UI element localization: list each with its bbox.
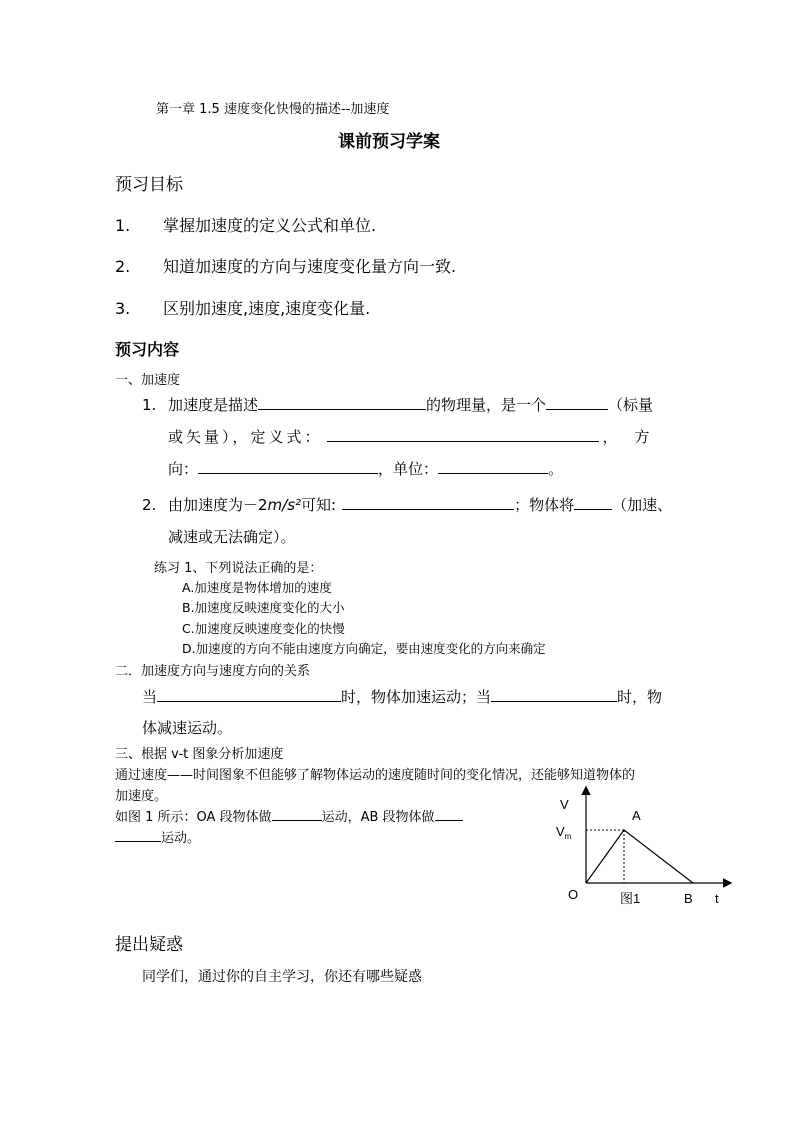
q2-number: 2. xyxy=(142,496,157,514)
blank-field[interactable] xyxy=(491,687,617,702)
goal-item xyxy=(115,254,456,277)
q2-text: 由加速度为－2 xyxy=(168,496,268,514)
q1-line2 xyxy=(168,426,653,447)
b-label: B xyxy=(684,891,693,906)
q2-line2: 减速或无法确定）。 xyxy=(168,528,296,546)
page-title: 课前预习学案 xyxy=(338,132,440,152)
goal-text: 区别加速度,速度,速度变化量. xyxy=(163,299,371,318)
q1-line1 xyxy=(142,394,653,415)
section3-line3 xyxy=(115,806,463,825)
goal-item xyxy=(115,213,376,236)
vm-text: V xyxy=(556,824,565,839)
section3-title: 三、根据 v-t 图象分析加速度 xyxy=(115,747,284,762)
goal-item xyxy=(115,296,370,319)
vm-label xyxy=(556,824,572,841)
section1-title: 一、加速度 xyxy=(115,373,181,388)
doubts-heading: 提出疑惑 xyxy=(115,935,183,955)
q1-text: ， xyxy=(602,428,621,446)
section3-text: 运动。 xyxy=(161,831,201,846)
o-label: O xyxy=(568,887,579,902)
q2-unit: m/s² xyxy=(267,496,302,514)
content-heading: 预习内容 xyxy=(115,340,180,359)
exercise-title: 练习 1、下列说法正确的是： xyxy=(154,561,323,576)
goal-number: 2. xyxy=(115,257,131,276)
q1-number: 1. xyxy=(142,396,157,414)
blank-field[interactable] xyxy=(272,806,322,821)
q2-line1 xyxy=(142,494,672,515)
goal-text: 知道加速度的方向与速度变化量方向一致. xyxy=(163,257,457,276)
q1-text: （标量 xyxy=(608,396,654,414)
t-label: t xyxy=(715,891,719,906)
section2-line1 xyxy=(142,686,662,707)
section3-line2: 加速度。 xyxy=(115,789,168,804)
section2-line2: 体减速运动。 xyxy=(142,719,233,737)
section3-text: 运动，AB 段物体做 xyxy=(321,810,435,825)
section3-line1: 通过速度——时间图象不但能够了解物体运动的速度随时间的变化情况，还能够知道物体的 xyxy=(115,768,636,783)
q1-text: 。 xyxy=(548,460,564,478)
exercise-option[interactable]: B.加速度反映速度变化的大小 xyxy=(182,600,345,615)
vt-graph xyxy=(548,782,738,912)
blank-field[interactable] xyxy=(115,827,161,842)
goals-heading: 预习目标 xyxy=(115,175,183,195)
q1-text: 向： xyxy=(168,460,199,478)
blank-field[interactable] xyxy=(157,687,341,702)
q1-text: 或矢量），定义式： xyxy=(168,428,323,446)
q2-text: 可知: xyxy=(301,496,337,514)
blank-field[interactable] xyxy=(546,395,608,410)
blank-field[interactable] xyxy=(342,495,514,510)
v-label: V xyxy=(560,797,569,812)
goal-text: 掌握加速度的定义公式和单位. xyxy=(163,216,377,235)
section3-line4 xyxy=(115,827,200,846)
section2-text: 时，物 xyxy=(617,688,663,706)
q1-line3 xyxy=(168,458,563,479)
q1-text: 加速度是描述 xyxy=(168,396,259,414)
section3-text: 如图 1 所示：OA 段物体做 xyxy=(115,810,272,825)
blank-field[interactable] xyxy=(327,427,599,442)
goal-number: 3. xyxy=(115,299,131,318)
q2-text: ；物体将 xyxy=(514,496,575,514)
section2-text: 当 xyxy=(142,688,158,706)
chapter-line: 第一章 1.5 速度变化快慢的描述--加速度 xyxy=(156,102,390,117)
section2-text: 时，物体加速运动；当 xyxy=(341,688,492,706)
q2-text: （加速、 xyxy=(612,496,673,514)
a-label: A xyxy=(632,808,641,823)
exercise-option[interactable]: A.加速度是物体增加的速度 xyxy=(182,580,332,595)
blank-field[interactable] xyxy=(258,395,426,410)
q1-text: 方 xyxy=(634,428,653,446)
doubts-text: 同学们，通过你的自主学习，你还有哪些疑惑 xyxy=(142,969,422,985)
blank-field[interactable] xyxy=(574,495,612,510)
goal-number: 1. xyxy=(115,216,131,235)
blank-field[interactable] xyxy=(198,459,378,474)
exercise-option[interactable]: C.加速度反映速度变化的快慢 xyxy=(182,621,345,636)
segment-oa xyxy=(586,830,624,883)
blank-field[interactable] xyxy=(435,806,463,821)
q1-text: ，单位： xyxy=(378,460,439,478)
exercise-option[interactable]: D.加速度的方向不能由速度方向确定，要由速度变化的方向来确定 xyxy=(182,641,546,656)
segment-ab xyxy=(624,830,693,883)
blank-field[interactable] xyxy=(438,459,548,474)
figure-caption: 图1 xyxy=(620,891,641,906)
q1-text: 的物理量，是一个 xyxy=(426,396,547,414)
section2-title: 二．加速度方向与速度方向的关系 xyxy=(115,664,311,679)
vm-subscript: m xyxy=(564,832,572,841)
